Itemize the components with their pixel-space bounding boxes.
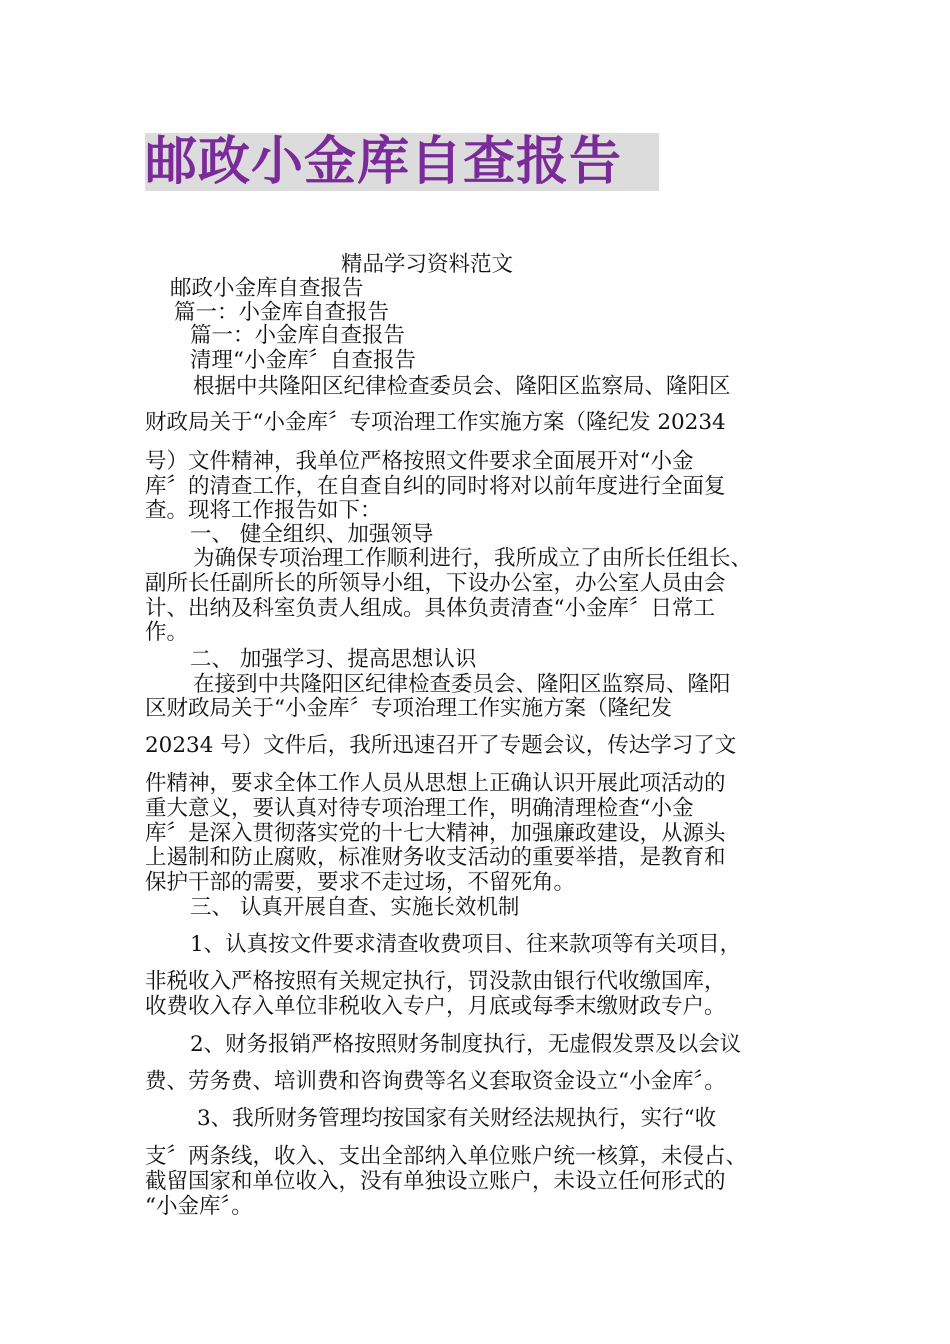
paragraph-line: 区财政局关于“小金库〞专项治理工作实施方案（隆纪发 (145, 696, 672, 721)
section-heading: 三、 认真开展自查、实施长效机制 (190, 895, 520, 920)
paragraph-line: “小金库〞。 (145, 1194, 253, 1219)
paragraph-line: 2、财务报销严格按照财务制度执行，无虚假发票及以会议 (190, 1032, 742, 1057)
paragraph-line: 在接到中共隆阳区纪律检查委员会、隆阳区监察局、隆阳 (193, 672, 731, 697)
paragraph-line: 库〞的清查工作，在自查自纠的同时将对以前年度进行全面复 (145, 474, 726, 499)
document-title: 邮政小金库自查报告 (145, 133, 659, 191)
paragraph-line: 保护干部的需要，要求不走过场，不留死角。 (145, 870, 576, 895)
chapter-heading: 篇一：小金库自查报告 (174, 300, 390, 325)
document-heading: 邮政小金库自查报告 (170, 276, 364, 301)
paragraph-line: 副所长任副所长的所领导小组，下设办公室，办公室人员由会 (145, 571, 726, 596)
paragraph-line: 根据中共隆阳区纪律检查委员会、隆阳区监察局、隆阳区 (193, 374, 731, 399)
paragraph-line: 非税收入严格按照有关规定执行，罚没款由银行代收缴国库， (145, 969, 726, 994)
paragraph-line: 3、我所财务管理均按国家有关财经法规执行，实行“收 (197, 1106, 717, 1131)
paragraph-line: 作。 (145, 620, 189, 645)
paragraph-line: 财政局关于“小金库〞专项治理工作实施方案（隆纪发 20234 (145, 410, 726, 435)
paragraph-line: 查。现将工作报告如下： (145, 498, 382, 523)
section-heading: 二、 加强学习、提高思想认识 (190, 647, 477, 672)
section-heading: 一、 健全组织、加强领导 (190, 522, 434, 547)
paragraph-line: 库〞是深入贯彻落实党的十七大精神，加强廉政建设，从源头 (145, 821, 726, 846)
paragraph-line: 1、认真按文件要求清查收费项目、往来款项等有关项目， (190, 932, 742, 957)
paragraph-line: 重大意义，要认真对待专项治理工作，明确清理检查“小金 (145, 796, 694, 821)
paragraph-line: 件精神，要求全体工作人员从思想上正确认识开展此项活动的 (145, 771, 726, 796)
paragraph-line: 上遏制和防止腐败，标准财务收支活动的重要举措，是教育和 (145, 845, 726, 870)
chapter-heading-repeat: 篇一：小金库自查报告 (190, 323, 406, 348)
report-title: 清理“小金库〞自查报告 (190, 348, 416, 373)
paragraph-line: 计、出纳及科室负责人组成。具体负责清查“小金库〞日常工 (145, 596, 715, 621)
paragraph-line: 截留国家和单位收入，没有单独设立账户，未设立任何形式的 (145, 1169, 726, 1194)
paragraph-line: 为确保专项治理工作顺利进行，我所成立了由所长任组长、 (193, 546, 753, 571)
paragraph-line: 20234 号）文件后，我所迅速召开了专题会议，传达学习了文 (145, 733, 737, 758)
paragraph-line: 号）文件精神，我单位严格按照文件要求全面展开对“小金 (145, 449, 694, 474)
paragraph-line: 收费收入存入单位非税收入专户，月底或每季末缴财政专户。 (145, 994, 726, 1019)
paragraph-line: 费、劳务费、培训费和咨询费等名义套取资金设立“小金库〞。 (145, 1069, 726, 1094)
paragraph-line: 支〞两条线，收入、支出全部纳入单位账户统一核算，未侵占、 (145, 1144, 748, 1169)
document-subtitle: 精品学习资料范文 (341, 252, 514, 277)
